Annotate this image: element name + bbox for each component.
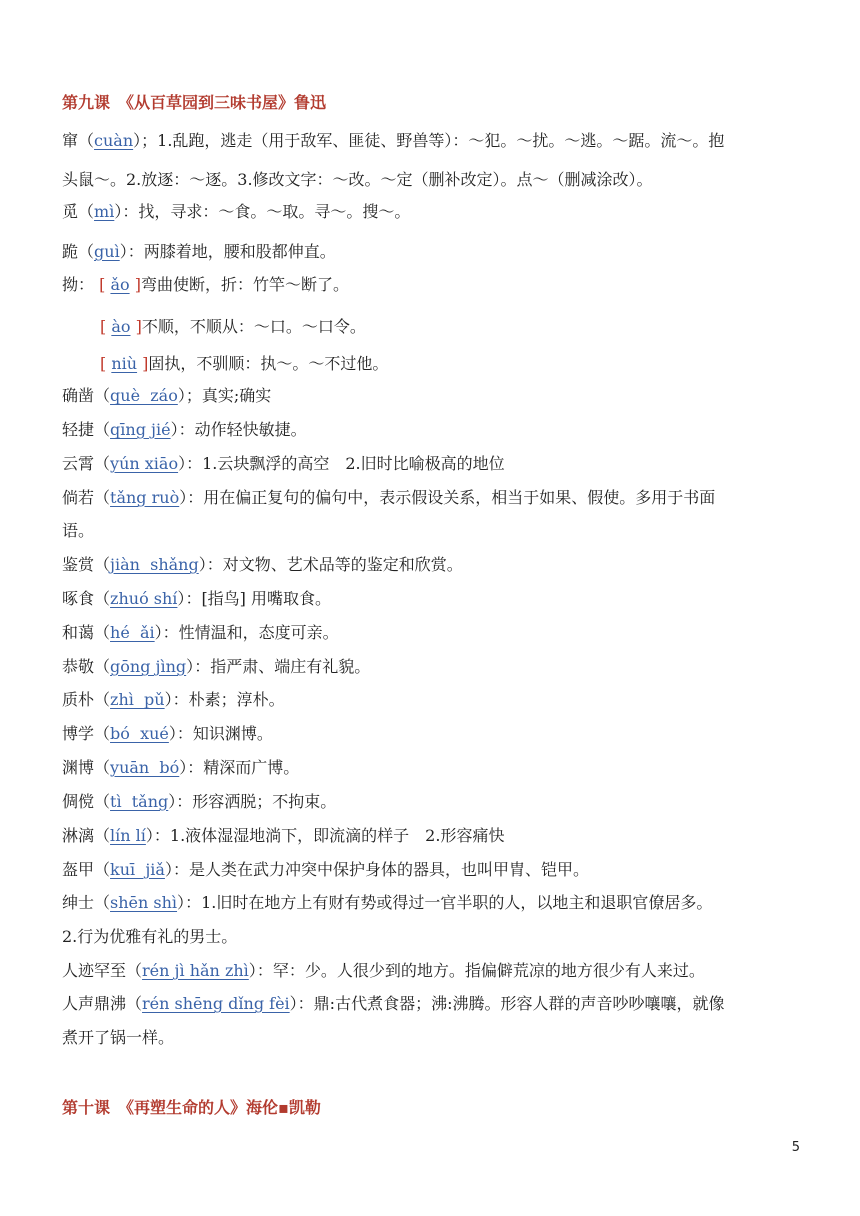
entry-word: 鉴赏 (62, 555, 95, 574)
entry-definition: ：两膝着地，腰和股都伸直。 (127, 242, 336, 261)
entry-definition: ：精深而广博。 (187, 758, 300, 777)
entry-line: 和蔼（hé ǎi）：性情温和，态度可亲。 (62, 623, 339, 642)
entry-definition: 2.行为优雅有礼的男士。 (62, 927, 238, 946)
entry-word: 人迹罕至 (62, 961, 127, 980)
entry-pinyin: jiàn shǎng (110, 555, 199, 574)
entry-line: 拗： [ ǎo ]弯曲使断，折：竹竿～断了。 (62, 275, 349, 294)
entry-pinyin: ǎo (110, 275, 130, 294)
entry-word: 人声鼎沸 (62, 994, 127, 1013)
entry-line: 轻捷（qīng jié）：动作轻快敏捷。 (62, 420, 307, 439)
entry-line (62, 521, 802, 541)
entry-definition: ：形容洒脱；不拘束。 (176, 792, 337, 811)
entry-word: 绅士 (62, 893, 95, 912)
entry-line: 人迹罕至（rén jì hǎn zhì）：罕：少。人很少到的地方。指偏僻荒凉的地方很少有人来过。 (62, 961, 705, 980)
entry-definition: ：1.旧时在地方上有财有势或得过一官半职的人，以地主和退职官僚居多。 (185, 893, 713, 912)
entry-line: 啄食（zhuó shí）：[指鸟] 用嘴取食。 (62, 589, 332, 608)
entry-word: 质朴 (62, 690, 95, 709)
entry-word: 盔甲 (62, 860, 95, 879)
entry-definition: ：指严肃、端庄有礼貌。 (194, 657, 371, 676)
entry-definition: ：朴素；淳朴。 (172, 690, 285, 709)
entry-pinyin: shēn shì (110, 893, 178, 912)
entry-word: 拗： (62, 275, 95, 294)
entry-definition: 语。 (62, 521, 95, 540)
entry-word: 确凿 (62, 386, 95, 405)
entry-pinyin: mì (94, 202, 115, 221)
entry-pinyin: gōng jìng (110, 657, 187, 676)
entry-line: 觅（mì）：找，寻求：～食。～取。寻～。搜～。 (62, 202, 411, 221)
entry-definition: ：鼎:古代煮食器；沸:沸腾。形容人群的声音吵吵嚷嚷，就像 (297, 994, 725, 1013)
entry-definition: ；1.乱跑，逃走（用于敌军、匪徒、野兽等）：～犯。～扰。～逃。～踞。流～。抱 (141, 131, 725, 150)
entry-pinyin: kuī jiǎ (110, 860, 165, 879)
entry-word: 倜傥 (62, 792, 95, 811)
entry-definition: 煮开了锅一样。 (62, 1028, 175, 1047)
entry-pinyin: yún xiāo (110, 454, 179, 473)
entry-pinyin: tǎng ruò (110, 488, 180, 507)
entry-definition: 固执，不驯顺：执～。～不过他。 (148, 354, 389, 373)
entry-line: 倜傥（tì tǎng）：形容洒脱；不拘束。 (62, 792, 337, 811)
entry-line: 云霄（yún xiāo）：1.云块飘浮的高空 2.旧时比喻极高的地位 (62, 454, 505, 473)
entry-pinyin: qīng jié (110, 420, 171, 439)
entry-word: 渊博 (62, 758, 95, 777)
entry-line: 鉴赏（jiàn shǎng）：对文物、艺术品等的鉴定和欣赏。 (62, 555, 463, 574)
entry-pinyin: hé ǎi (110, 623, 155, 642)
entry-line: 淋漓（lín lí）：1.液体湿湿地淌下，即流滴的样子 2.形容痛快 (62, 826, 505, 845)
entry-definition: ：1.云块飘浮的高空 2.旧时比喻极高的地位 (186, 454, 505, 473)
entry-word: 恭敬 (62, 657, 95, 676)
entry-line: 跪（guì）：两膝着地，腰和股都伸直。 (62, 242, 336, 261)
entry-pinyin: zhì pǔ (110, 690, 165, 709)
entry-pinyin: rén shēng dǐng fèi (142, 994, 290, 1013)
entry-definition: 头鼠～。2.放逐：～逐。3.修改文字：～改。～定（删补改定）。点～（删减涂改）。 (62, 170, 653, 189)
entry-definition: ：1.液体湿湿地淌下，即流滴的样子 2.形容痛快 (153, 826, 505, 845)
entry-word: 跪 (62, 242, 79, 261)
entry-pinyin: bó xué (110, 724, 169, 743)
entry-line: 人声鼎沸（rén shēng dǐng fèi）：鼎:古代煮食器；沸:沸腾。形容人群的声音吵吵嚷嚷，就像 (62, 994, 725, 1013)
entry-definition: ：对文物、艺术品等的鉴定和欣赏。 (206, 555, 463, 574)
entry-word: 倘若 (62, 488, 95, 507)
entry-definition: ：知识渊博。 (176, 724, 273, 743)
entry-pinyin: niù (111, 354, 138, 373)
entry-definition: ：[指鸟] 用嘴取食。 (185, 589, 332, 608)
entry-pinyin: què záo (110, 386, 178, 405)
entry-line: 倘若（tǎng ruò）：用在偏正复句的偏句中，表示假设关系，相当于如果、假使。多用于书面 (62, 488, 716, 507)
entry-word: 博学 (62, 724, 95, 743)
entry-pinyin: guì (94, 242, 120, 261)
entry-definition: ：用在偏正复句的偏句中，表示假设关系，相当于如果、假使。多用于书面 (187, 488, 716, 507)
entry-line: [ ào ]不顺，不顺从：～口。～口令。 (100, 317, 366, 336)
entry-definition: 弯曲使断，折：竹竿～断了。 (140, 275, 349, 294)
entry-definition: ：性情温和，态度可亲。 (162, 623, 339, 642)
entry-line: 恭敬（gōng jìng）：指严肃、端庄有礼貌。 (62, 657, 371, 676)
entry-definition: ：罕：少。人很少到的地方。指偏僻荒凉的地方很少有人来过。 (256, 961, 705, 980)
entry-definition: ；真实;确实 (185, 386, 272, 405)
entry-word: 云霄 (62, 454, 95, 473)
entry-line: 窜（cuàn）；1.乱跑，逃走（用于敌军、匪徒、野兽等）：～犯。～扰。～逃。～踞。流～。抱 (62, 131, 725, 150)
entry-word: 淋漓 (62, 826, 95, 845)
entry-line: 渊博（yuān bó）：精深而广博。 (62, 758, 300, 777)
entry-line (62, 1028, 802, 1048)
entry-pinyin: yuān bó (110, 758, 180, 777)
entry-word: 轻捷 (62, 420, 95, 439)
entry-word: 觅 (62, 202, 79, 221)
entry-pinyin: cuàn (94, 131, 134, 150)
entry-word: 啄食 (62, 589, 95, 608)
entry-line: 确凿（què záo）；真实;确实 (62, 386, 272, 405)
entry-line: 绅士（shēn shì）：1.旧时在地方上有财有势或得过一官半职的人，以地主和退职官僚居多。 (62, 893, 713, 912)
entry-line: 博学（bó xué）：知识渊博。 (62, 724, 273, 743)
lesson-10-heading: 第十课 《再塑生命的人》海伦▪凯勒 (62, 1098, 321, 1117)
entry-definition: ：动作轻快敏捷。 (178, 420, 307, 439)
entry-line: [ niù ]固执，不驯顺：执～。～不过他。 (100, 354, 389, 373)
page-number: 5 (791, 1140, 800, 1155)
entry-definition: ：是人类在武力冲突中保护身体的器具，也叫甲胄、铠甲。 (172, 860, 589, 879)
lesson-9-heading: 第九课 《从百草园到三味书屋》鲁迅 (62, 93, 327, 112)
entry-pinyin: zhuó shí (110, 589, 178, 608)
entry-pinyin: ào (111, 317, 131, 336)
entry-line (62, 170, 802, 190)
entry-line: 质朴（zhì pǔ）：朴素；淳朴。 (62, 690, 285, 709)
entry-pinyin: rén jì hǎn zhì (142, 961, 249, 980)
entry-pinyin: tì tǎng (110, 792, 169, 811)
entry-pinyin: lín lí (110, 826, 146, 845)
entry-definition: ：找，寻求：～食。～取。寻～。搜～。 (122, 202, 411, 221)
entry-word: 和蔼 (62, 623, 95, 642)
entry-line: 盔甲（kuī jiǎ）：是人类在武力冲突中保护身体的器具，也叫甲胄、铠甲。 (62, 860, 589, 879)
entry-word: 窜 (62, 131, 79, 150)
entry-line (62, 927, 802, 947)
entry-definition: 不顺，不顺从：～口。～口令。 (141, 317, 366, 336)
